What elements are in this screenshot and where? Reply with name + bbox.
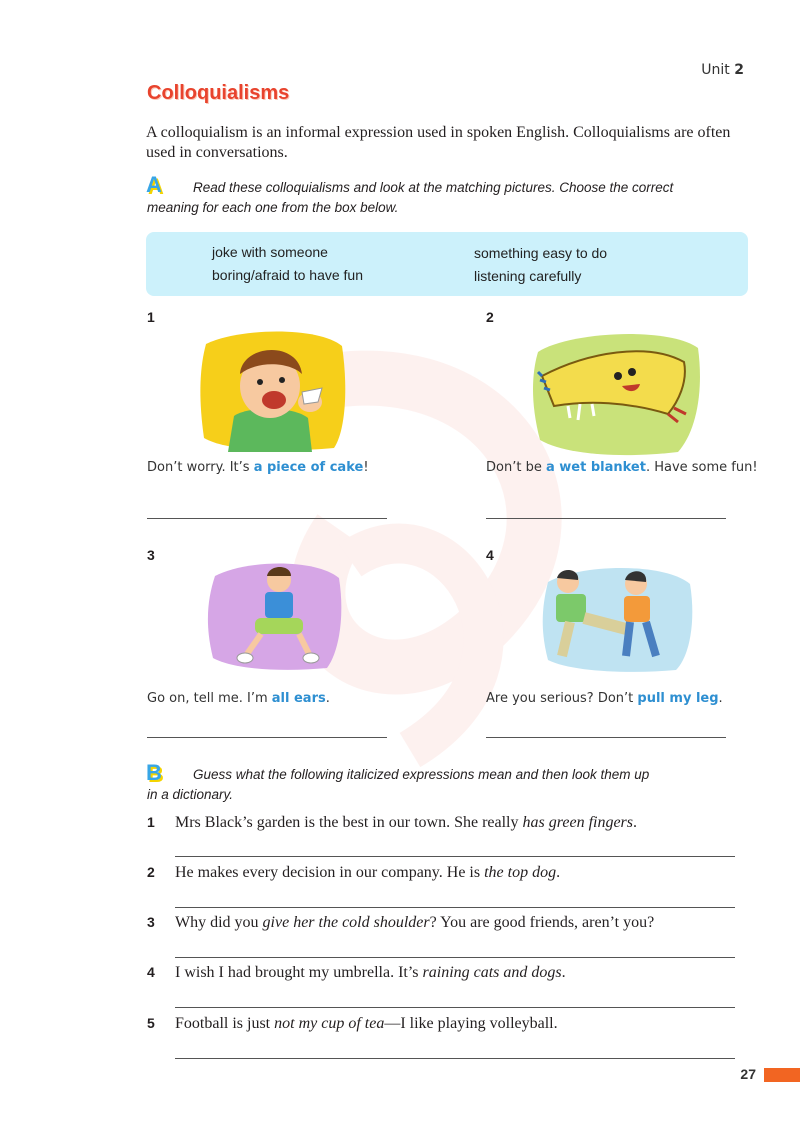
question-item: 2 He makes every decision in our company. He is the top dog.	[147, 864, 561, 881]
item-caption: Are you serious? Don’t pull my leg.	[486, 691, 723, 706]
boy-listening-illustration	[205, 556, 345, 672]
item-number: 2	[486, 309, 494, 325]
answer-line[interactable]	[147, 737, 387, 738]
word-box	[146, 232, 748, 296]
section-b-badge: B	[146, 760, 162, 785]
answer-line[interactable]	[175, 1058, 735, 1059]
item-caption: Go on, tell me. I’m all ears.	[147, 691, 330, 706]
page-number-accent-bar	[764, 1068, 800, 1082]
wet-blanket-illustration	[528, 322, 704, 458]
answer-line[interactable]	[175, 957, 735, 958]
section-a-badge: A	[146, 172, 162, 197]
colloquialism-highlight: a wet blanket	[545, 460, 646, 475]
item-number: 1	[147, 309, 155, 325]
intro-paragraph: A colloquialism is an informal expression used in spoken English. Colloquialisms are often used in conversations.	[146, 124, 731, 161]
answer-line[interactable]	[147, 518, 387, 519]
section-b-instruction: Guess what the following italicized expressions mean and then look them up in a dictionary.	[147, 767, 650, 802]
item-number: 3	[147, 547, 155, 563]
answer-line[interactable]	[486, 737, 726, 738]
section-a-instruction: Read these colloquialisms and look at the matching pictures. Choose the correct meaning for each one from the box below.	[147, 180, 674, 215]
item-caption: Don’t be a wet blanket. Have some fun!	[486, 460, 758, 475]
question-item: 5 Football is just not my cup of tea—I like playing volleyball.	[147, 1015, 558, 1032]
colloquialism-highlight: a piece of cake	[253, 460, 364, 475]
boys-pulling-leg-illustration	[540, 560, 696, 674]
word-box-option: joke with someone	[212, 244, 328, 260]
page-number: 27	[740, 1066, 756, 1082]
answer-line[interactable]	[175, 907, 735, 908]
word-box-option: listening carefully	[474, 268, 582, 284]
question-item: 1 Mrs Black’s garden is the best in our town. She really has green fingers.	[147, 814, 638, 831]
word-box-option: boring/afraid to have fun	[212, 267, 363, 283]
answer-line[interactable]	[486, 518, 726, 519]
colloquialism-highlight: all ears	[271, 691, 326, 706]
word-box-option: something easy to do	[474, 245, 608, 261]
page-title: Colloquialisms	[147, 82, 290, 104]
item-number: 4	[486, 547, 494, 563]
unit-label: Unit 2	[701, 62, 744, 78]
answer-line[interactable]	[175, 1007, 735, 1008]
question-item: 3 Why did you give her the cold shoulder? You are good friends, aren’t you?	[147, 914, 655, 931]
boy-eating-cake-illustration	[198, 326, 348, 452]
question-item: 4 I wish I had brought my umbrella. It’s raining cats and dogs.	[147, 964, 566, 981]
answer-line[interactable]	[175, 856, 735, 857]
item-caption: Don’t worry. It’s a piece of cake!	[147, 460, 369, 475]
colloquialism-highlight: pull my leg	[637, 691, 719, 706]
